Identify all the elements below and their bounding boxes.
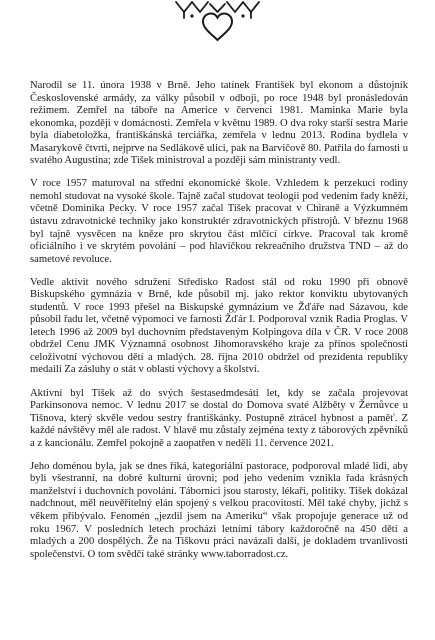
paragraph-radost-activities: Vedle aktivit nového sdružení Středisko Radost stál od roku 1990 při obnově Biskupského gymnázia v Brně, kde působil mj. jako rektor konviktu ubytovaných studentů. V roce 1993 přešel na Biskupské gymnázium ve Žďáře nad Sázavou, kde působil řadu let, včetně výpomoci ve farnosti Žďár I. Podporoval vznik Radia Proglas. V letech 1996 až 2009 byl duchovním představeným Kolpingova díla v ČR. V roce 2008 obdržel Cenu JMK Významná osobnost Jihomoravského kraje za přínos společnosti celoživotní výchovou dětí a mladých. 28. října 2010 obdržel od prezidenta republiky medaili Za zásluhy o stát v oblasti výchovy a školství. xyxy=(30,276,408,376)
paragraph-education-and-work: V roce 1957 maturoval na střední ekonomické škole. Vzhledem k perzekuci rodiny nemohl studovat na vysoké škole. Tajně začal studovat teologii pod vedením řady kněží, včetně Dominika Pecky. V roce 1957 začal Tišek pracovat v Chiraně a Výzkumném ústavu zdravotnické techniky jako konstruktér zdravotnických přístrojů. V březnu 1968 byl tajně vysvěcen na kněze pro skrytou část mlčící církve. Pracoval tak kromě oficiálního i ve skrytém povolání – pod hlavičkou rekreačního družstva TND – až do sametové revoluce. xyxy=(30,178,408,265)
biography-text xyxy=(30,80,408,572)
paragraph-legacy: Jeho doménou byla, jak se dnes říká, kategoriální pastorace, podporoval mladé lidi, aby byli všestranní, na dobré kulturní úrovni; pod jeho vedením vznikla řada krásných manželství i duchovních povolání. Táborníci jsou starosty, lékaři, politiky. Tišek dokázal nadchnout, měl neuvěřitelný elán spojený s velkou pracovitostí. Měl také chyby, jichž s věkem přibývalo. Fenomén „jezdil jsem na Ameriku“ však propojuje generace už od roku 1967. V posledních letech procházi letními tábory každoročně na 450 dětí a mladých a 200 dospělých. Že na Tiškovu práci navázali další, je dokladem trvanlivosti společenství. O tom svědčí také stránky www.taborradost.cz. xyxy=(30,460,408,560)
paragraph-illness-and-death: Aktivní byl Tišek až do svých šestasedmdesáti let, kdy se začala projevovat Parkinsonova nemoc. V lednu 2017 se dostal do Domova svaté Alžběty v Žernůvce u Tišnova, který skvěle vedou sestry františkánky. Postupně ztrácel hybnost a paměť. Z každé návštěvy měl ale radost. V hlavě mu zůstaly zejména texty z táborových zpěvníků a z kancionálu. Zemřel pokojně a zaopatřen v neděli 11. července 2021. xyxy=(30,387,408,449)
folk-heart-ornament-icon xyxy=(170,0,265,44)
paragraph-early-life: Narodil se 11. února 1938 v Brně. Jeho tatínek František byl ekonom a důstojník Československé armády, za války působil v odboji, po roce 1948 byl pronásledován režimem. Zemřel na táboře na Americe v červenci 1981. Maminka Marie byla ekonomka, později v domácnosti. Zemřela v květnu 1989. O dva roky starší sestra Marie byla diabetoložka, františkánská terciářka, zemřela v lednu 2013. Rodina bydlela v Masarykově čtvrti, nejprve na Sedlákově ulici, pak na Barvičově 80. Patřila do farnosti u svatého Augustina; zde Tišek ministroval a později sám ministranty vedl. xyxy=(30,80,408,167)
